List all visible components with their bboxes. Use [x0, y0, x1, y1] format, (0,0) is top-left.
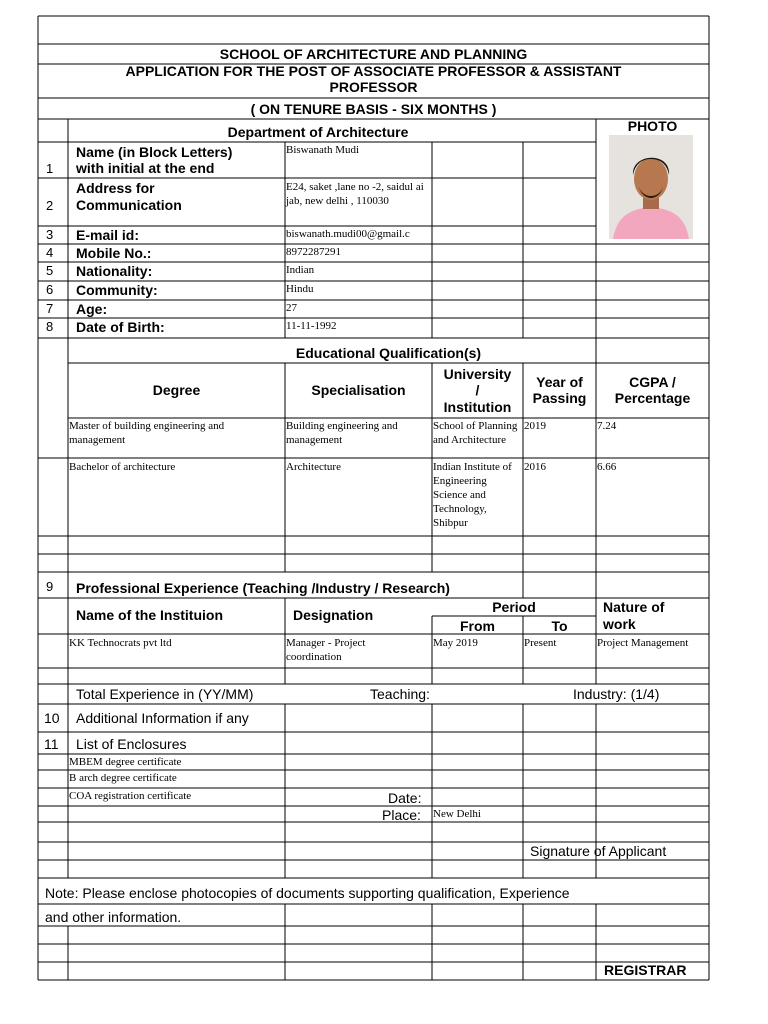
designation-header: Designation: [293, 607, 374, 623]
row-number-4: 4: [46, 245, 54, 260]
period-header: Period: [492, 599, 536, 615]
period-to-header: To: [551, 618, 568, 634]
row-number-2: 2: [46, 198, 54, 213]
row-number-10: 10: [44, 710, 60, 726]
total-experience-label: Total Experience in (YY/MM): [76, 686, 254, 702]
cgpa-header-line2: Percentage: [614, 390, 691, 406]
address-value: E24, saket ,lane no -2, saidul ai jab, new delhi , 110030: [286, 181, 424, 207]
community-label: Community:: [76, 282, 158, 298]
edu-row-1-degree: Master of building engineering and management: [69, 420, 225, 446]
name-value: Biswanath Mudi: [286, 144, 360, 156]
period-from-header: From: [460, 618, 495, 634]
edu-row-2-cgpa: 6.66: [597, 461, 617, 473]
enclosure-item-2: B arch degree certificate: [69, 772, 177, 784]
portrait-image: [609, 135, 693, 239]
mobile-label: Mobile No.:: [76, 245, 152, 261]
edu-row-1-year: 2019: [524, 420, 546, 432]
education-title: Educational Qualification(s): [295, 345, 482, 361]
university-header-line3: Institution: [443, 399, 512, 415]
applicant-photo: [609, 135, 693, 239]
teaching-label: Teaching:: [370, 686, 430, 702]
year-header-line2: Passing: [532, 390, 587, 406]
signature-label: Signature of Applicant: [530, 843, 667, 859]
additional-info-label: Additional Information if any: [76, 710, 249, 726]
mobile-value: 8972287291: [286, 246, 341, 258]
name-label-line1: Name (in Block Letters): [76, 144, 233, 160]
application-title-line2: PROFESSOR: [329, 79, 418, 95]
dob-value: 11-11-1992: [286, 320, 337, 332]
exp-row-1-to: Present: [524, 637, 557, 649]
name-label-line2: with initial at the end: [76, 160, 215, 176]
row-number-7: 7: [46, 301, 54, 316]
nationality-label: Nationality:: [76, 263, 153, 279]
nature-header-line1: Nature of: [603, 599, 665, 615]
row-number-1: 1: [46, 161, 54, 176]
edu-row-2-degree: Bachelor of architecture: [69, 461, 176, 473]
dob-label: Date of Birth:: [76, 319, 165, 335]
note-line2: and other information.: [45, 909, 182, 925]
enclosure-item-1: MBEM degree certificate: [69, 756, 182, 768]
edu-row-2-specialisation: Architecture: [286, 461, 341, 473]
institution-header: Name of the Instituion: [76, 607, 223, 623]
exp-row-1-nature: Project Management: [597, 637, 689, 649]
registrar-label: REGISTRAR: [604, 962, 687, 978]
edu-row-1-institution: School of Planning and Architecture: [433, 420, 518, 446]
nationality-value: Indian: [286, 264, 315, 276]
experience-title: Professional Experience (Teaching /Industry / Research): [76, 580, 450, 596]
university-header-line1: University: [443, 366, 512, 382]
photo-label: PHOTO: [627, 118, 678, 134]
row-number-3: 3: [46, 227, 54, 242]
row-number-8: 8: [46, 319, 54, 334]
row-number-9: 9: [46, 579, 54, 594]
address-label-line2: Communication: [76, 197, 182, 213]
industry-label: Industry: (1/4): [573, 686, 660, 702]
degree-header: Degree: [152, 382, 201, 398]
cgpa-header-line1: CGPA /: [629, 374, 676, 390]
enclosure-item-3: COA registration certificate: [69, 790, 192, 802]
university-header-line2: /: [475, 382, 480, 398]
age-value: 27: [286, 302, 297, 314]
nature-header-line2: work: [603, 616, 636, 632]
row-number-5: 5: [46, 263, 54, 278]
note-line1: Note: Please enclose photocopies of documents supporting qualification, Experience: [45, 885, 570, 901]
place-label: Place:: [382, 807, 421, 823]
tenure-note: ( ON TENURE BASIS - SIX MONTHS ): [250, 101, 497, 117]
place-value: New Delhi: [433, 808, 481, 820]
community-value: Hindu: [286, 283, 314, 295]
year-header-line1: Year of: [536, 374, 583, 390]
edu-row-1-specialisation: Building engineering and management: [286, 420, 398, 446]
date-label: Date:: [388, 790, 422, 806]
application-title-line1: APPLICATION FOR THE POST OF ASSOCIATE PROFESSOR & ASSISTANT: [125, 63, 622, 79]
exp-row-1-designation: Manager - Project coordination: [286, 637, 366, 663]
row-number-6: 6: [46, 282, 54, 297]
enclosures-label: List of Enclosures: [76, 736, 187, 752]
address-label-line1: Address for: [76, 180, 155, 196]
exp-row-1-institution: KK Technocrats pvt ltd: [69, 637, 172, 649]
edu-row-2-institution: Indian Institute of Engineering Science and Technology, Shibpur: [433, 461, 512, 529]
school-title: SCHOOL OF ARCHITECTURE AND PLANNING: [219, 46, 528, 62]
edu-row-2-year: 2016: [524, 461, 546, 473]
exp-row-1-from: May 2019: [433, 637, 478, 649]
edu-row-1-cgpa: 7.24: [597, 420, 617, 432]
department-title: Department of Architecture: [227, 124, 409, 140]
specialisation-header: Specialisation: [311, 382, 406, 398]
row-number-11: 11: [44, 736, 59, 752]
email-label: E-mail id:: [76, 227, 140, 243]
email-value: biswanath.mudi00@gmail.c: [286, 228, 410, 240]
age-label: Age:: [76, 301, 108, 317]
